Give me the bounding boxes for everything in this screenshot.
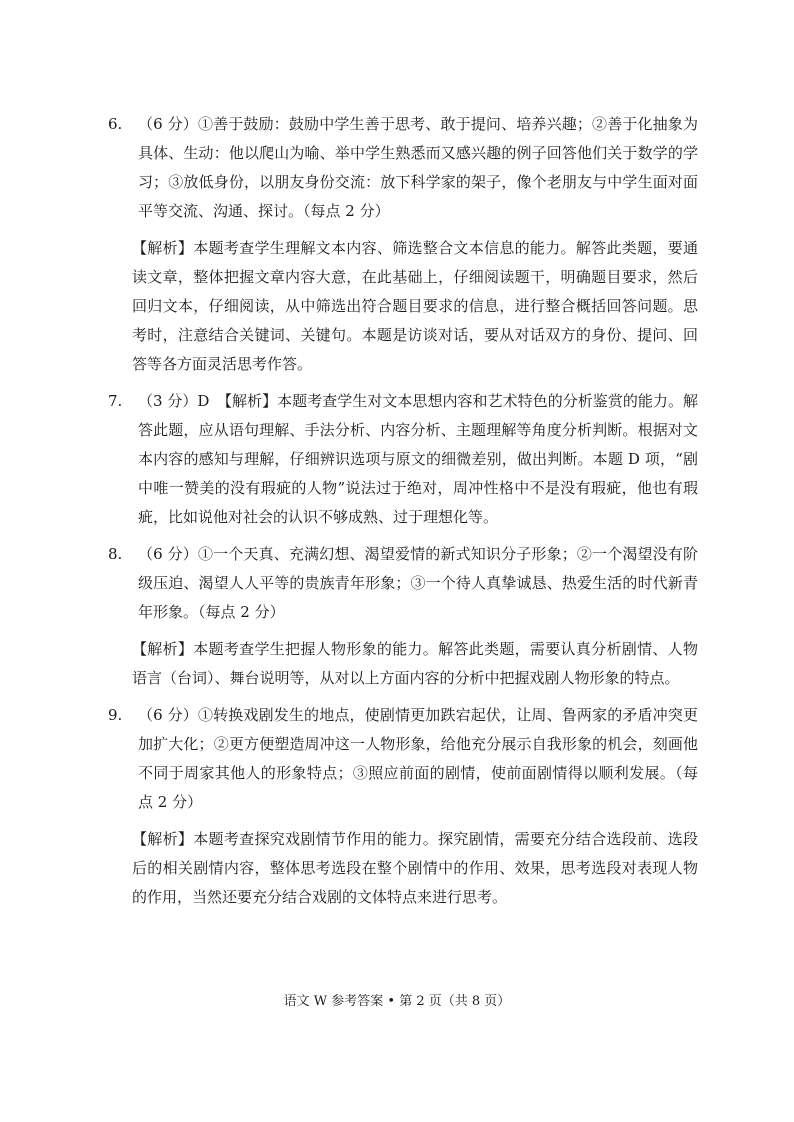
question-answer: （6 分）①一个天真、充满幻想、渴望爱情的新式知识分子形象；②一个渴望没有阶级压迫、渴望人人平等的贵族青年形象；③一个待人真挚诚恳、热爱生活的时代新青年形象。（每点 2 分） [138,545,698,621]
answer-content [108,110,698,912]
question-answer: （6 分）①善于鼓励：鼓励中学生善于思考、敢于提问、培养兴趣；②善于化抽象为具体、生动：他以爬山为喻、举中学生熟悉而又感兴趣的例子回答他们关于数学的学习；③放低身份，以朋友身份交流：放下科学家的架子，像个老朋友与中学生面对面平等交流、沟通、探讨。（每点 2 分） [138,115,698,220]
question-9-analysis: 【解析】本题考查探究戏剧情节作用的能力。探究剧情，需要充分结合选段前、选段后的相关剧情内容，整体思考选段在整个剧情中的作用、效果，思考选段对表现人物的作用，当然还要充分结合戏剧的文体特点来进行思考。 [132,830,698,906]
question-answer: （3 分）D 【解析】本题考查学生对文本思想内容和艺术特色的分析鉴赏的能力。解答此题，应从语句理解、手法分析、内容分析、主题理解等角度分析判断。根据对文本内容的感知与理解，仔细辨识选项与原文的细微差别，做出判断。本题 D 项，“剧中唯一赞美的没有瑕疵的人物”说法过于绝对，周冲性格中不是没有瑕疵，他也有瑕疵，比如说他对社会的认识不够成熟、过于理想化等。 [138,392,698,526]
question-8-analysis: 【解析】本题考查学生把握人物形象的能力。解答此类题，需要认真分析剧情、人物语言（台词）、舞台说明等，从对以上方面内容的分析中把握戏剧人物形象的特点。 [132,640,698,687]
page-footer: 语文 W 参考答案 • 第 2 页（共 8 页） [283,994,511,1009]
question-answer: （6 分）①转换戏剧发生的地点，使剧情更加跌宕起伏，让周、鲁两家的矛盾冲突更加扩大化；②更方便塑造周冲这一人物形象，给他充分展示自我形象的机会，刻画他不同于周家其他人的形象特点；③照应前面的剧情，使前面剧情得以顺利发展。（每点 2 分） [138,706,698,811]
question-number: 9. [108,706,123,724]
question-8 [108,540,698,627]
question-7 [108,387,698,532]
question-9 [108,701,698,817]
question-number: 8. [108,545,123,563]
question-6 [108,110,698,226]
question-6-analysis: 【解析】本题考查学生理解文本内容、筛选整合文本信息的能力。解答此类题，要通读文章，整体把握文章内容大意，在此基础上，仔细阅读题干，明确题目要求，然后回归文本，仔细阅读，从中筛选出符合题目要求的信息，进行整合概括回答问题。思考时，注意结合关键词、关键句。本题是访谈对话，要从对话双方的身份、提问、回答等各方面灵活思考作答。 [132,239,698,373]
question-number: 6. [108,115,123,133]
question-number: 7. [108,392,123,410]
